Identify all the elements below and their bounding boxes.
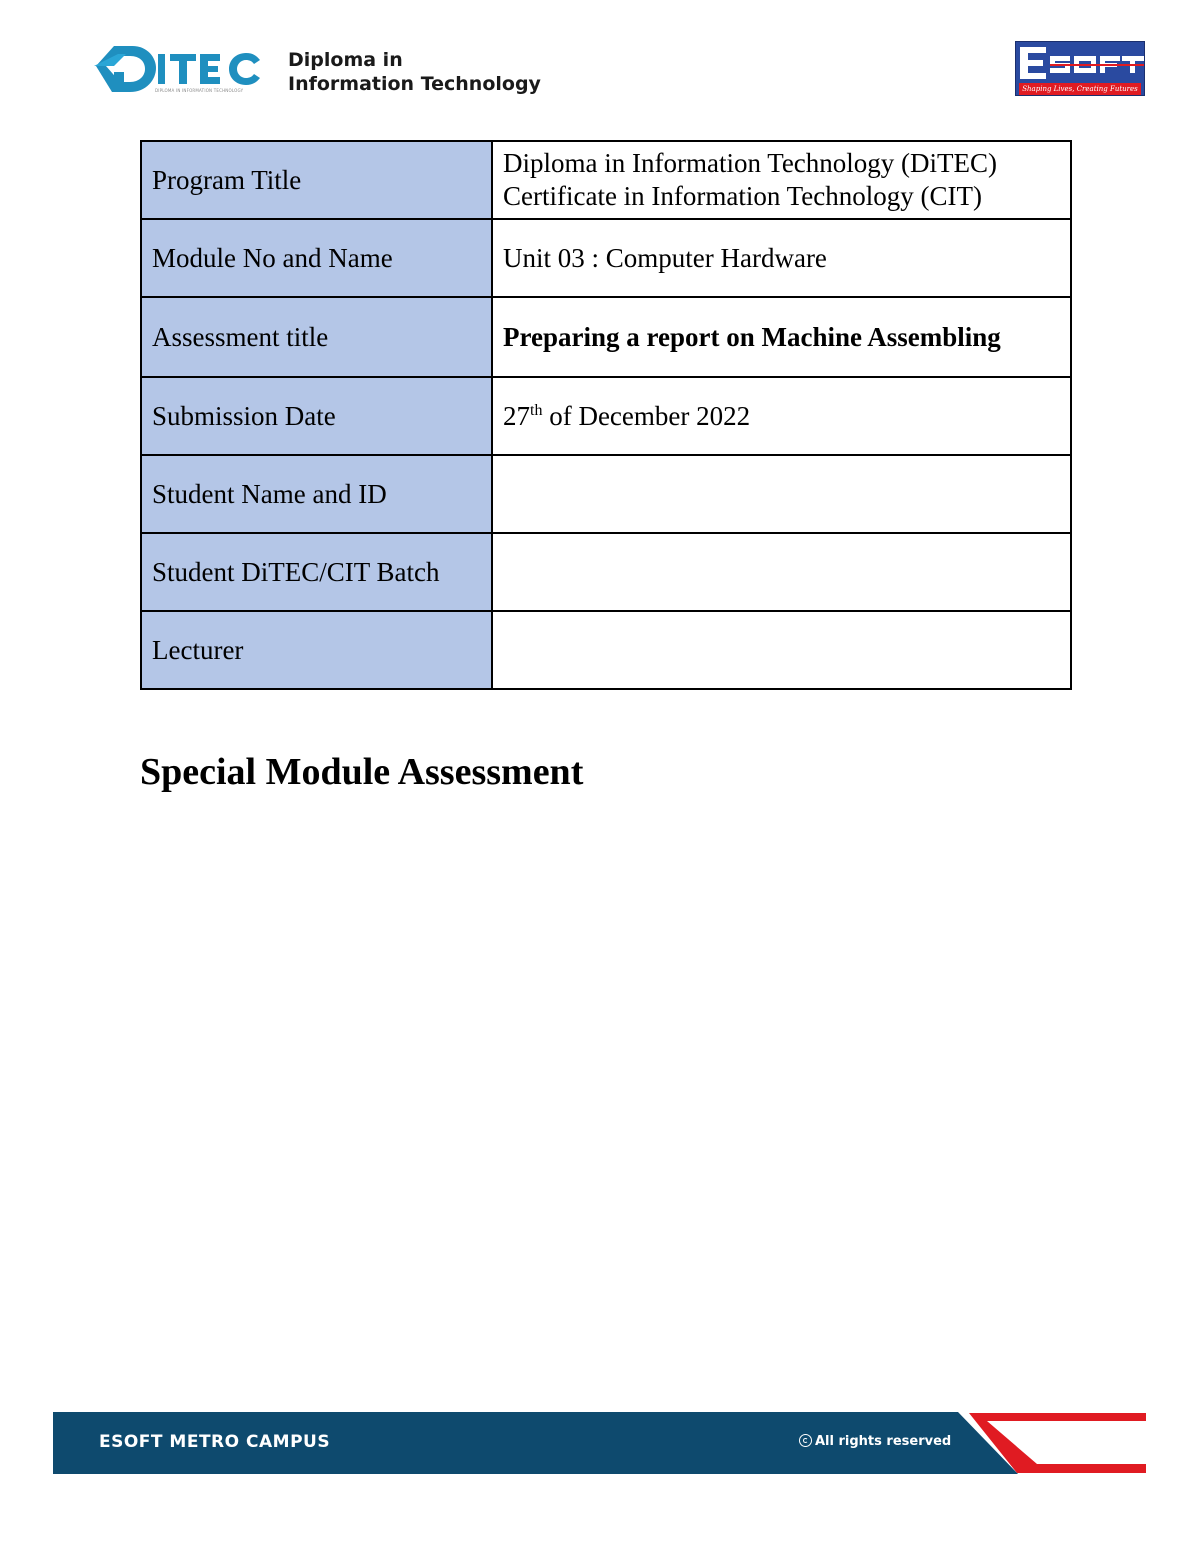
table-row [141,219,1071,297]
document-title: Special Module Assessment [140,751,584,793]
row-label-lecturer: Lecturer [141,611,492,689]
table-row [141,377,1071,455]
ditec-subtitle-line2: Information Technology [288,73,541,95]
table-row [141,611,1071,689]
page-footer [53,1412,1148,1476]
esoft-logo [1015,41,1145,96]
footer-rights [799,1434,951,1449]
row-label-batch: Student DiTEC/CIT Batch [141,533,492,611]
table-row [141,455,1071,533]
copyright-icon [799,1434,812,1447]
table-row [141,141,1071,219]
program-title-line1: Diploma in Information Technology (DiTEC) [503,148,998,178]
row-value-batch[interactable] [492,533,1071,611]
submission-day-suffix: th [530,401,543,419]
ditec-subtitle-line1: Diploma in [288,49,403,71]
row-value-student-name[interactable] [492,455,1071,533]
submission-day: 27 [503,400,530,431]
row-label-program-title: Program Title [141,141,492,219]
ditec-subtitle [288,48,541,96]
table-row [141,297,1071,377]
footer-campus-name: ESOFT METRO CAMPUS [99,1432,331,1452]
row-label-student-name: Student Name and ID [141,455,492,533]
row-label-submission-date: Submission Date [141,377,492,455]
row-value-assessment-title: Preparing a report on Machine Assembling [492,297,1071,377]
esoft-slogan: Shaping Lives, Creating Futures [1019,83,1141,95]
ditec-logo-tagline: DIPLOMA IN INFORMATION TECHNOLOGY [155,88,244,93]
program-title-line2: Certificate in Information Technology (CIT) [503,181,982,211]
row-label-assessment-title: Assessment title [141,297,492,377]
row-value-module: Unit 03 : Computer Hardware [492,219,1071,297]
assessment-info-table [140,140,1072,690]
ditec-logo [92,38,264,100]
row-value-lecturer[interactable] [492,611,1071,689]
row-value-program-title [492,141,1071,219]
row-value-submission-date [492,377,1071,455]
row-label-module: Module No and Name [141,219,492,297]
page-header [0,0,1200,120]
submission-date-rest: of December 2022 [542,400,751,431]
footer-rights-text: All rights reserved [815,1434,952,1449]
table-row [141,533,1071,611]
